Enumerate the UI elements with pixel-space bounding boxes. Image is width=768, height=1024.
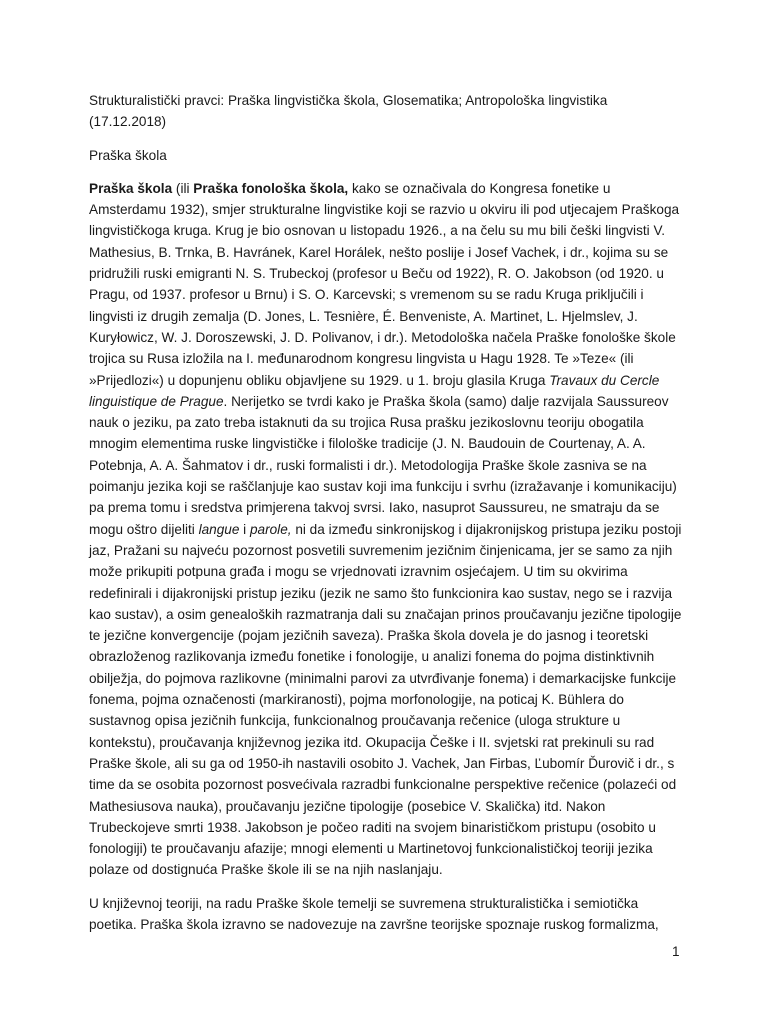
text-run: i: [239, 521, 250, 537]
bold-term-praska-fonoloska-skola: Praška fonološka škola,: [193, 180, 349, 196]
italic-title-travaux: Travaux du Cercle linguistique de Prague: [89, 372, 660, 409]
document-heading: [89, 90, 684, 133]
text-run: . Nerijetko se tvrdi kako je Praška škola (samo) dalje razvijala Saussureov nauk o jeziku, pa zato treba istaknuti da su trojica Rusa prašku jezikoslovnu teoriju obogatila mnogim elementima ruske lingvističke i filološke tradicije (J. N. Baudouin de Courtenay, A. A. Potebnja, A. A. Šahmatov i dr., ruski formalisti i dr.). Metodologija Praške škole zasniva se na poimanju jezika koji se raščlanjuje kao sustav koji ima funkciju i svrhu (izražavanje i komunikaciju) pa prema tomu i sredstva primjerena takvoj svrsi. Iako, nasuprot Saussureu, ne smatraju da se mogu oštro dijeliti: [89, 393, 677, 537]
text-run: kako se označivala do Kongresa fonetike u Amsterdamu 1932), smjer strukturalne lingvistike koji se razvio u okviru ili pod utjecajem Praškoga lingvističkoga kruga. Krug je bio osnovan u listopadu 1926., a na čelu su mu bili češki lingvisti V. Mathesius, B. Trnka, B. Havránek, Karel Horálek, nešto poslije i Josef Vachek, i dr., kojima su se pridružili ruski emigranti N. S. Trubeckoj (profesor u Beču od 1922), R. O. Jakobson (od 1920. u Pragu, od 1937. profesor u Brnu) i S. O. Karcevski; s vremenom su se radu Kruga priključili i lingvisti iz drugih zemalja (D. Jones, L. Tesnière, É. Benveniste, A. Martinet, L. Hjelmslev, J. Kuryłowicz, W. J. Doroszewski, J. D. Polivanov, i dr.). Metodološka načela Praške fonološke škole trojica su Rusa izložila na I. međunarodnom kongresu lingvista u Hagu 1928. Te »Teze« (ili »Prijedlozi«) u dopunjenu obliku objavljene su 1929. u 1. broju glasila Kruga: [89, 180, 680, 388]
text-run: (ili: [172, 180, 194, 196]
paragraph-literary-theory: U književnoj teoriji, na radu Praške škole temelji se suvremena strukturalistička i semiotička poetika. Praška škola izravno se nadovezuje na završne teorijske spoznaje ruskog formalizma,: [89, 895, 659, 932]
italic-term-parole: parole,: [249, 521, 292, 537]
page-number: 1: [672, 944, 680, 959]
heading-line-1: Strukturalistički pravci: Praška lingvistička škola, Glosematika; Antropološka lingvistika: [89, 93, 608, 108]
paragraph-prague-school: [89, 178, 684, 881]
italic-term-langue: langue: [198, 521, 240, 537]
section-title: Praška škola: [89, 147, 167, 163]
heading-line-2: (17.12.2018): [89, 114, 167, 130]
bold-term-praska-skola: Praška škola: [89, 180, 173, 196]
document-body: [89, 90, 684, 947]
text-run: ni da između sinkronijskog i dijakronijskog pristupa jeziku postoji jaz, Pražani su najveću pozornost posvetili suvremenim jezičnim činjenicama, jer se samo za njih može prikupiti potpuna građa i mogu se vrjednovati izravnim osjećajem. U tim su okvirima redefinirali i dijakronijski pristup jeziku (jezik ne samo što funkcionira kao sustav, nego se i razvija kao sustav), a osim genealoških razmatranja dali su značajan prinos proučavanju jezične tipologije te jezične konvergencije (pojam jezičnih saveza). Praška škola dovela je do jasnog i teoretski obrazloženog razlikovanja između fonetike i fonologije, u analizi fonema do pojma distinktivnih obilježja, do pojmova razlikovne (minimalni parovi za utvrđivanje fonema) i demarkacijske funkcije fonema, pojma označenosti (markiranosti), pojma morfonologije, na poticaj K. Bühlera do sustavnog opisa jezičnih funkcija, funkcionalnog proučavanja rečenice (uloga strukture u kontekstu), proučavanja književnog jezika itd. Okupacija Češke i II. svjetski rat prekinuli su rad Praške škole, ali su ga od 1950-ih nastavili osobito J. Vachek, Jan Firbas, Ľubomír Ďurovič i dr., s time da se osobita pozornost posvećivala razradbi funkcionalne perspektive rečenice (polazeći od Mathesiusova nauka), proučavanju jezične tipologije (posebice V. Skalička) itd. Nakon Trubeckojeve smrti 1938. Jakobson je počeo raditi na svojem binarističkom pristupu (osobito u fonologiji) te proučavanju afazije; mnogi elementi u Martinetovoj funkcionalističkoj teoriji jezika polaze od dostignuća Praške škole ili se na njih naslanjaju.: [89, 521, 682, 878]
